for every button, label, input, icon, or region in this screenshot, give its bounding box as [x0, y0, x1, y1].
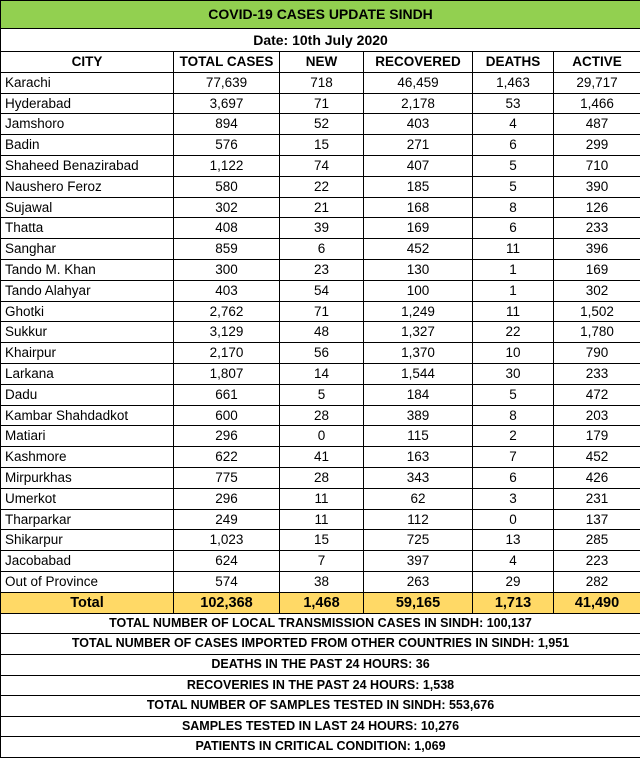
column-header-active: ACTIVE [554, 52, 640, 73]
cell-new: 15 [280, 135, 364, 156]
cell-deaths: 5 [473, 384, 554, 405]
cell-total-cases: 624 [174, 551, 280, 572]
cell-recovered: 263 [364, 571, 473, 592]
cell-city: Shikarpur [1, 530, 174, 551]
total-active: 41,490 [554, 592, 640, 613]
cell-new: 7 [280, 551, 364, 572]
cell-active: 396 [554, 239, 640, 260]
table-row [1, 509, 640, 530]
table-row [1, 551, 640, 572]
cell-deaths: 7 [473, 447, 554, 468]
cell-total-cases: 1,122 [174, 155, 280, 176]
cell-active: 472 [554, 384, 640, 405]
cell-total-cases: 3,129 [174, 322, 280, 343]
cell-active: 710 [554, 155, 640, 176]
table-row [1, 301, 640, 322]
summary-line: TOTAL NUMBER OF CASES IMPORTED FROM OTHER COUNTRIES IN SINDH: 1,951 [1, 634, 640, 655]
cell-city: Tando Alahyar [1, 280, 174, 301]
cell-new: 0 [280, 426, 364, 447]
cell-recovered: 112 [364, 509, 473, 530]
cell-city: Matiari [1, 426, 174, 447]
cell-active: 390 [554, 176, 640, 197]
cell-city: Karachi [1, 72, 174, 93]
cell-recovered: 1,249 [364, 301, 473, 322]
cell-new: 54 [280, 280, 364, 301]
cell-active: 1,780 [554, 322, 640, 343]
cell-new: 52 [280, 114, 364, 135]
table-row [1, 259, 640, 280]
cell-recovered: 397 [364, 551, 473, 572]
cell-active: 233 [554, 363, 640, 384]
cell-total-cases: 296 [174, 488, 280, 509]
total-row [1, 592, 640, 613]
summary-row [1, 654, 640, 675]
cell-deaths: 6 [473, 467, 554, 488]
cell-new: 15 [280, 530, 364, 551]
table-row [1, 72, 640, 93]
summary-row [1, 675, 640, 696]
header-row [1, 52, 640, 73]
cell-deaths: 8 [473, 197, 554, 218]
total-deaths: 1,713 [473, 592, 554, 613]
table-row [1, 114, 640, 135]
column-header-recovered: RECOVERED [364, 52, 473, 73]
cell-active: 302 [554, 280, 640, 301]
cell-active: 126 [554, 197, 640, 218]
cell-city: Ghotki [1, 301, 174, 322]
cell-new: 48 [280, 322, 364, 343]
cell-recovered: 343 [364, 467, 473, 488]
cell-active: 233 [554, 218, 640, 239]
cell-active: 137 [554, 509, 640, 530]
total-recovered: 59,165 [364, 592, 473, 613]
cell-total-cases: 576 [174, 135, 280, 156]
cell-recovered: 407 [364, 155, 473, 176]
cell-city: Kambar Shahdadkot [1, 405, 174, 426]
summary-line: SAMPLES TESTED IN LAST 24 HOURS: 10,276 [1, 716, 640, 737]
cell-new: 71 [280, 301, 364, 322]
cell-total-cases: 3,697 [174, 93, 280, 114]
cell-total-cases: 580 [174, 176, 280, 197]
cell-recovered: 1,544 [364, 363, 473, 384]
table-row [1, 155, 640, 176]
cell-total-cases: 403 [174, 280, 280, 301]
table-row [1, 447, 640, 468]
cell-total-cases: 1,023 [174, 530, 280, 551]
table-row [1, 467, 640, 488]
cell-city: Mirpurkhas [1, 467, 174, 488]
table-row [1, 384, 640, 405]
total-total-cases: 102,368 [174, 592, 280, 613]
summary-line: DEATHS IN THE PAST 24 HOURS: 36 [1, 654, 640, 675]
cell-deaths: 11 [473, 301, 554, 322]
cell-city: Larkana [1, 363, 174, 384]
cell-total-cases: 894 [174, 114, 280, 135]
cell-active: 1,466 [554, 93, 640, 114]
summary-row [1, 716, 640, 737]
table-row [1, 239, 640, 260]
cell-city: Sujawal [1, 197, 174, 218]
cell-total-cases: 600 [174, 405, 280, 426]
summary-line: TOTAL NUMBER OF LOCAL TRANSMISSION CASES IN SINDH: 100,137 [1, 613, 640, 634]
cell-new: 22 [280, 176, 364, 197]
cell-city: Khairpur [1, 343, 174, 364]
cell-city: Hyderabad [1, 93, 174, 114]
cell-recovered: 271 [364, 135, 473, 156]
cell-deaths: 3 [473, 488, 554, 509]
table-row [1, 218, 640, 239]
table-row [1, 176, 640, 197]
cell-recovered: 389 [364, 405, 473, 426]
cell-new: 28 [280, 405, 364, 426]
cell-city: Dadu [1, 384, 174, 405]
cell-city: Shaheed Benazirabad [1, 155, 174, 176]
cell-deaths: 5 [473, 155, 554, 176]
cell-deaths: 53 [473, 93, 554, 114]
cell-recovered: 130 [364, 259, 473, 280]
cell-total-cases: 2,762 [174, 301, 280, 322]
cell-deaths: 4 [473, 114, 554, 135]
cell-deaths: 6 [473, 135, 554, 156]
cell-deaths: 11 [473, 239, 554, 260]
cell-recovered: 115 [364, 426, 473, 447]
cell-deaths: 22 [473, 322, 554, 343]
cell-new: 41 [280, 447, 364, 468]
cell-recovered: 46,459 [364, 72, 473, 93]
cell-active: 29,717 [554, 72, 640, 93]
cell-active: 487 [554, 114, 640, 135]
cell-active: 179 [554, 426, 640, 447]
cell-deaths: 6 [473, 218, 554, 239]
cell-new: 11 [280, 509, 364, 530]
cell-active: 790 [554, 343, 640, 364]
cell-deaths: 29 [473, 571, 554, 592]
cell-recovered: 163 [364, 447, 473, 468]
table-row [1, 488, 640, 509]
summary-line: PATIENTS IN CRITICAL CONDITION: 1,069 [1, 737, 640, 758]
cell-total-cases: 574 [174, 571, 280, 592]
cell-total-cases: 302 [174, 197, 280, 218]
table-row [1, 571, 640, 592]
column-header-city: CITY [1, 52, 174, 73]
cell-active: 1,502 [554, 301, 640, 322]
cell-deaths: 1,463 [473, 72, 554, 93]
summary-row [1, 737, 640, 758]
cell-recovered: 2,178 [364, 93, 473, 114]
table-row [1, 530, 640, 551]
cell-new: 11 [280, 488, 364, 509]
table-row [1, 135, 640, 156]
cell-deaths: 30 [473, 363, 554, 384]
cell-total-cases: 622 [174, 447, 280, 468]
cell-city: Thatta [1, 218, 174, 239]
cell-deaths: 0 [473, 509, 554, 530]
cell-recovered: 168 [364, 197, 473, 218]
table-row [1, 343, 640, 364]
cell-deaths: 5 [473, 176, 554, 197]
cell-recovered: 169 [364, 218, 473, 239]
summary-line: TOTAL NUMBER OF SAMPLES TESTED IN SINDH: 553,676 [1, 696, 640, 717]
cell-new: 28 [280, 467, 364, 488]
table-row [1, 93, 640, 114]
cell-recovered: 1,370 [364, 343, 473, 364]
table-row [1, 405, 640, 426]
cell-total-cases: 77,639 [174, 72, 280, 93]
cell-recovered: 1,327 [364, 322, 473, 343]
column-header-total-cases: TOTAL CASES [174, 52, 280, 73]
cell-active: 452 [554, 447, 640, 468]
cell-new: 21 [280, 197, 364, 218]
cell-new: 5 [280, 384, 364, 405]
cell-active: 169 [554, 259, 640, 280]
cell-city: Badin [1, 135, 174, 156]
cell-active: 282 [554, 571, 640, 592]
cell-city: Sukkur [1, 322, 174, 343]
cell-city: Tando M. Khan [1, 259, 174, 280]
cell-new: 74 [280, 155, 364, 176]
cell-new: 39 [280, 218, 364, 239]
cell-city: Jacobabad [1, 551, 174, 572]
cell-city: Naushero Feroz [1, 176, 174, 197]
cell-total-cases: 249 [174, 509, 280, 530]
cell-new: 56 [280, 343, 364, 364]
cell-city: Out of Province [1, 571, 174, 592]
cell-new: 71 [280, 93, 364, 114]
cell-deaths: 4 [473, 551, 554, 572]
column-header-new: NEW [280, 52, 364, 73]
title-row [1, 1, 640, 29]
table-row [1, 426, 640, 447]
cell-total-cases: 1,807 [174, 363, 280, 384]
cell-recovered: 403 [364, 114, 473, 135]
cell-active: 223 [554, 551, 640, 572]
summary-row [1, 613, 640, 634]
cell-active: 231 [554, 488, 640, 509]
total-new: 1,468 [280, 592, 364, 613]
cell-recovered: 725 [364, 530, 473, 551]
cell-deaths: 10 [473, 343, 554, 364]
cell-total-cases: 775 [174, 467, 280, 488]
cell-recovered: 184 [364, 384, 473, 405]
cell-active: 299 [554, 135, 640, 156]
cell-city: Sanghar [1, 239, 174, 260]
cell-new: 14 [280, 363, 364, 384]
cell-deaths: 1 [473, 280, 554, 301]
summary-line: RECOVERIES IN THE PAST 24 HOURS: 1,538 [1, 675, 640, 696]
page-title: COVID-19 CASES UPDATE SINDH [1, 1, 640, 29]
cell-deaths: 2 [473, 426, 554, 447]
summary-row [1, 696, 640, 717]
report-date: Date: 10th July 2020 [1, 29, 640, 52]
cell-active: 426 [554, 467, 640, 488]
cell-active: 203 [554, 405, 640, 426]
cell-recovered: 62 [364, 488, 473, 509]
cell-new: 23 [280, 259, 364, 280]
cell-city: Tharparkar [1, 509, 174, 530]
cell-city: Jamshoro [1, 114, 174, 135]
cell-total-cases: 2,170 [174, 343, 280, 364]
date-row [1, 29, 640, 52]
cell-new: 718 [280, 72, 364, 93]
cell-total-cases: 296 [174, 426, 280, 447]
table-row [1, 363, 640, 384]
cell-total-cases: 300 [174, 259, 280, 280]
cell-recovered: 100 [364, 280, 473, 301]
cell-deaths: 8 [473, 405, 554, 426]
summary-row [1, 634, 640, 655]
cell-total-cases: 859 [174, 239, 280, 260]
cell-active: 285 [554, 530, 640, 551]
cell-new: 38 [280, 571, 364, 592]
cell-recovered: 185 [364, 176, 473, 197]
cell-city: Umerkot [1, 488, 174, 509]
total-city: Total [1, 592, 174, 613]
cell-total-cases: 408 [174, 218, 280, 239]
table-row [1, 280, 640, 301]
cell-recovered: 452 [364, 239, 473, 260]
cell-deaths: 13 [473, 530, 554, 551]
cell-deaths: 1 [473, 259, 554, 280]
cell-new: 6 [280, 239, 364, 260]
cell-city: Kashmore [1, 447, 174, 468]
cell-total-cases: 661 [174, 384, 280, 405]
column-header-deaths: DEATHS [473, 52, 554, 73]
table-row [1, 197, 640, 218]
table-row [1, 322, 640, 343]
